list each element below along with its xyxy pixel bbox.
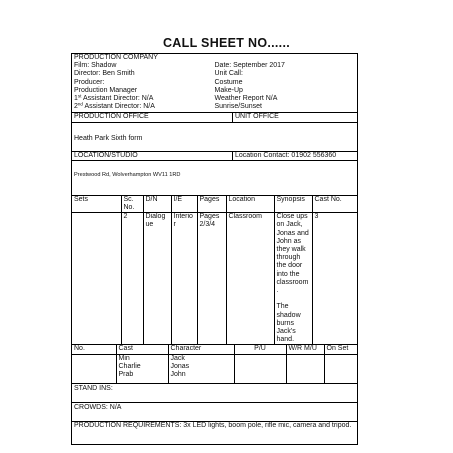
- location-contact: Location Contact: 01902 556360: [235, 151, 337, 159]
- header-on-set: On Set: [324, 345, 357, 354]
- unit-call: Unit Call:: [214, 70, 243, 78]
- stand-ins: STAND INS:: [72, 384, 357, 403]
- production-manager: Production Manager: [74, 86, 138, 94]
- cell-sets: [72, 213, 121, 345]
- header-character: Character: [168, 345, 234, 354]
- location-name: Heath Park Sixth form: [72, 123, 357, 152]
- cell-cast-number: [72, 354, 116, 383]
- date: Date: September 2017: [214, 62, 285, 70]
- director: Director: Ben Smith: [74, 70, 135, 78]
- header-int-ext: I/E: [171, 196, 197, 213]
- first-assistant-director: 1st Assistant Director: N/A: [74, 93, 154, 103]
- info-left-column: [74, 54, 215, 111]
- cell-scene-no: 2: [121, 213, 143, 345]
- cell-cast-names: Min Charlie Prab: [116, 354, 168, 383]
- production-office-label: PRODUCTION OFFICE: [72, 113, 233, 121]
- cell-pages: Pages 2/3/4: [197, 213, 226, 345]
- cell-pick-up: [234, 354, 286, 383]
- weather-report: Weather Report N/A: [214, 95, 278, 103]
- info-right-column: [215, 54, 356, 111]
- cell-wardrobe-makeup: [286, 354, 324, 383]
- cast-row: [72, 354, 357, 383]
- page-title: CALL SHEET NO......: [162, 36, 290, 50]
- header-scene-no: Sc. No.: [121, 196, 143, 213]
- make-up: Make-Up: [214, 86, 243, 94]
- production-requirements: PRODUCTION REQUIREMENTS: 3x LED lights, boom pole, rifle mic, camera and tripod.: [74, 421, 352, 429]
- location-address: Prestwood Rd, Wolverhampton WV11 1RD: [74, 171, 181, 178]
- call-sheet: [71, 53, 358, 445]
- scene-row: [72, 213, 357, 345]
- header-cast: Cast: [116, 345, 168, 354]
- location-bar: [72, 152, 357, 161]
- header-cast-no: Cast No.: [312, 196, 357, 213]
- sunrise-sunset: Sunrise/Sunset: [214, 103, 262, 111]
- cell-day-night: Dialogue: [143, 213, 171, 345]
- film-name: Film: Shadow: [74, 62, 117, 70]
- cell-int-ext: Interior: [171, 213, 197, 345]
- scene-header-row: [72, 196, 357, 213]
- scene-table-section: [72, 196, 357, 346]
- address-spacer: [72, 187, 357, 196]
- cast-table: [72, 345, 357, 382]
- header-day-night: D/N: [143, 196, 171, 213]
- cast-table-section: [72, 345, 357, 383]
- header-pick-up: P/U: [234, 345, 286, 354]
- cell-location: Classroom: [226, 213, 274, 345]
- production-company: PRODUCTION COMPANY: [74, 54, 158, 61]
- scene-table: [72, 196, 357, 345]
- header-pages: Pages: [197, 196, 226, 213]
- crowds: CROWDS: N/A: [72, 403, 357, 422]
- cell-characters: Jack Jonas John: [168, 354, 234, 383]
- header-cast-number: No.: [72, 345, 116, 354]
- header-sets: Sets: [72, 196, 121, 213]
- second-assistant-director: 2nd Assistant Director: N/A: [74, 101, 155, 111]
- unit-office-label: UNIT OFFICE: [235, 113, 279, 121]
- header-synopsis: Synopsis: [274, 196, 312, 213]
- cell-on-set: [324, 354, 357, 383]
- cell-synopsis: Close ups on Jack, Jonas and John as they walk through the door into the classroom. The shadow burns Jack's hand.: [274, 213, 312, 345]
- production-info-section: [72, 54, 357, 113]
- location-studio-label: LOCATION/STUDIO: [72, 152, 233, 160]
- cell-cast-no: 3: [312, 213, 357, 345]
- costume: Costume: [214, 78, 243, 86]
- cast-header-row: [72, 345, 357, 354]
- producer: Producer:: [74, 78, 105, 86]
- office-bar: [72, 113, 357, 122]
- header-location: Location: [226, 196, 274, 213]
- header-wardrobe-makeup: W/R M/U: [286, 345, 324, 354]
